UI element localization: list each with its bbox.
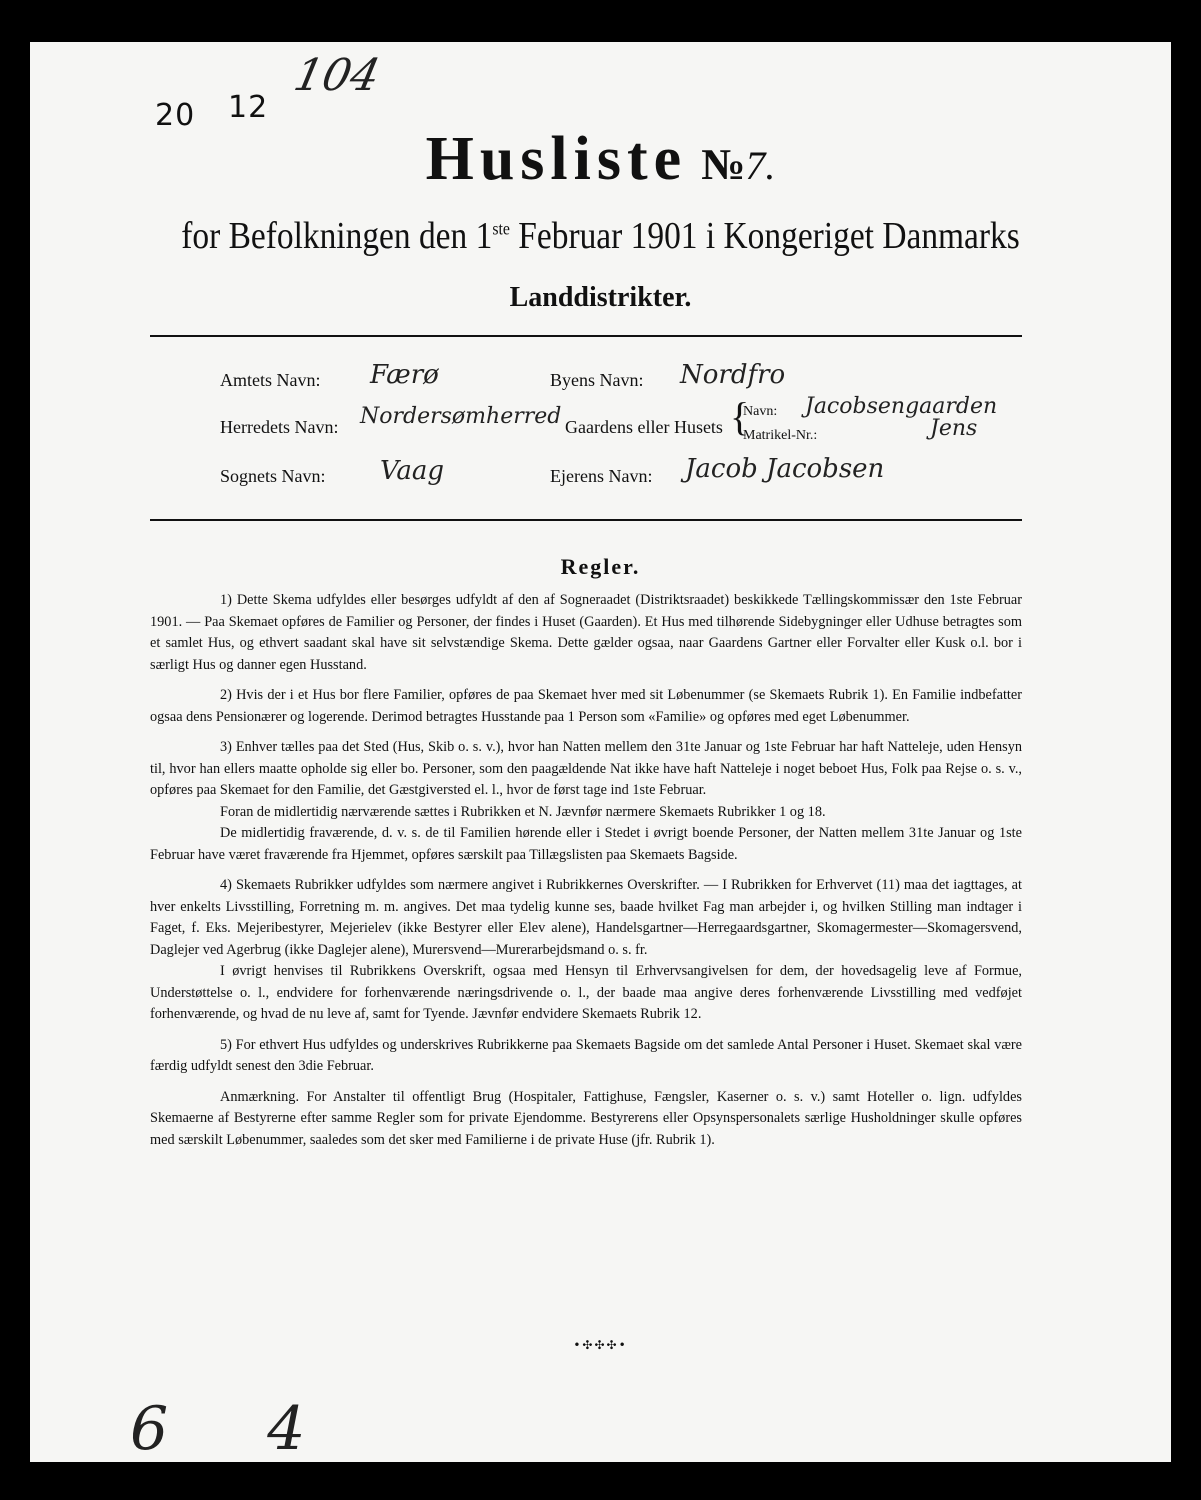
title-number-sign: № [701,140,746,189]
gaard-matr-value: Jens [930,416,978,441]
sheet-number-left: 20 [155,98,196,133]
by-label: Byens Navn: [550,370,644,390]
gaard-matr-label: Matrikel-Nr.: [743,428,818,443]
by-value: Nordfro [680,360,786,390]
rule-3b: Foran de midlertidig nærværende sættes i Rubrikken et N. Jævnfør nærmere Skemaets Rubrikker 1 og 18. [220,803,826,820]
amt-label: Amtets Navn: [220,370,321,390]
footer-ornament: •✣✣✣• [573,1338,628,1352]
top-divider [150,335,1022,337]
gaard-navn-value: Jacobsengaarden [805,394,998,419]
herred-value: Nordersømherred [360,404,562,429]
rule-4: 4) Skemaets Rubrikker udfyldes som nærmere angivet i Rubrikkernes Overskrifter. — I Rubrikken for Erhvervet (11) maa det iagttages, at hver enkelts Livsstilling, Forretning m. m. angives. Det maa tydelig kunne ses, baade hvilket Fag man arbejder i, og hvilken Stilling man indtager i Faget, f. Eks. Mejeribestyrer, Mejerielev (ikke Bestyrer eller Elev alene), Handelsgartner—Herregaardsgartner, Skomagermester—Skomagersvend, Daglejer ved Agerbrug (ikke Daglejer alene), Murersvend—Murerarbejdsmand o. s. fr. [150,877,1022,958]
herred-label: Herredets Navn: [220,417,339,437]
sogn-value: Vaag [380,456,445,486]
form-subtitle [98,214,1102,258]
sogn-label: Sognets Navn: [220,466,326,486]
ejer-label: Ejerens Navn: [550,466,653,486]
form-title [30,124,1171,195]
ejer-value: Jacob Jacobsen [685,454,885,484]
rule-3: 3) Enhver tælles paa det Sted (Hus, Skib o. s. v.), hvor han Natten mellem den 31te Januar og 1ste Februar har haft Natteleje, uden Hensyn til, hvor han ellers maatte opholde sig eller bo. Personer, som den paagældende Nat ikke have haft Natteleje i noget beboet Hus, Folk paa Rejse o. s. v., opføres paa Skemaet for den Familie, det Gæstgiversted el. l., hvor de først tage ind 1ste Februar. [150,739,1022,798]
rule-5: 5) For ethvert Hus udfyldes og underskrives Rubrikkerne paa Skemaets Bagside om det samlede Antal Personer i Huset. Skemaet skal være færdig udfyldt senest den 3die Februar. [150,1036,1022,1074]
rules-body [150,590,1022,1160]
district-heading: Landdistrikter. [509,282,692,313]
title-text: Husliste [425,125,688,193]
handwritten-bottom-number: 6 4 [130,1394,346,1464]
sheet-number-right: 12 [228,90,269,125]
rule-note: Anmærkning. For Anstalter til offentligt Brug (Hospitaler, Fattighuse, Fængsler, Kaserner o. s. v.) samt Hoteller o. lign. udfyldes Skemaerne af Bestyrerne efter samme Regler som for private Ejendomme. Bestyrerens eller Opsynspersonalets særlige Husholdninger skulle opføres med særskilt Løbenummer, saaledes som det sker med Familierne i de private Huse (jfr. Rubrik 1). [150,1088,1022,1148]
title-number-value: 7. [745,143,776,188]
rule-4b: I øvrigt henvises til Rubrikkens Overskrift, ogsaa med Hensyn til Erhvervsangivelsen for dem, der hovedsagelig leve af Formue, Understøttelse o. l., endvidere for forhenværende næringsdrivende o. l., der baade maa angive deres forhenværende Livsstilling med vedføjet forhenværende, og hvad de nu leve af, samt for Tyende. Jævnfør endvidere Skemaets Rubrik 12. [150,963,1022,1022]
rule-2: 2) Hvis der i et Hus bor flere Familier, opføres de paa Skemaet hver med sit Løbenummer (se Skemaets Rubrik 1). En Familie indbefatter ogsaa dens Pensionærer og logerende. Derimod betragtes Husstande paa 1 Person som «Familie» og opføres med eget Løbenummer. [150,687,1022,725]
middle-divider [150,519,1022,521]
subtitle-post: Februar 1901 i Kongeriget Danmarks [509,215,1020,257]
subtitle-pre: for Befolkningen den 1 [181,215,493,257]
rules-heading: Regler. [560,554,641,579]
subtitle-sup: ste [492,218,510,239]
gaard-brace: { [730,394,750,439]
census-form-sheet [30,42,1171,1462]
rule-3c: De midlertidig fraværende, d. v. s. de til Familien hørende eller i Stedet i øvrigt boende Personer, der Natten mellem 31te Januar og 1ste Februar have været fraværende fra Hjemmet, opføres særskilt paa Tillægslisten paa Skemaets Bagside. [150,825,1022,863]
gaard-navn-label: Navn: [743,404,778,419]
handwritten-number: 104 [289,50,385,101]
gaard-label: Gaardens eller Husets [565,417,723,437]
rule-1: 1) Dette Skema udfyldes eller besørges udfyldt af den af Sogneraadet (Distriktsraadet) beskikkede Tællingskommissær den 1ste Februar 1901. — Paa Skemaet opføres de Familier og Personer, der findes i Huset (Gaarden). Et Hus med tilhørende Sidebygninger eller Udhuse betragtes som et samlet Hus, og ethvert saadant skal have sit selvstændige Skema. Dette gælder ogsaa, naar Gaardens Gartner eller Forvalter eller Kusk o.l. bor i særligt Hus og danner egen Husstand. [150,592,1022,673]
amt-value: Færø [370,360,439,390]
